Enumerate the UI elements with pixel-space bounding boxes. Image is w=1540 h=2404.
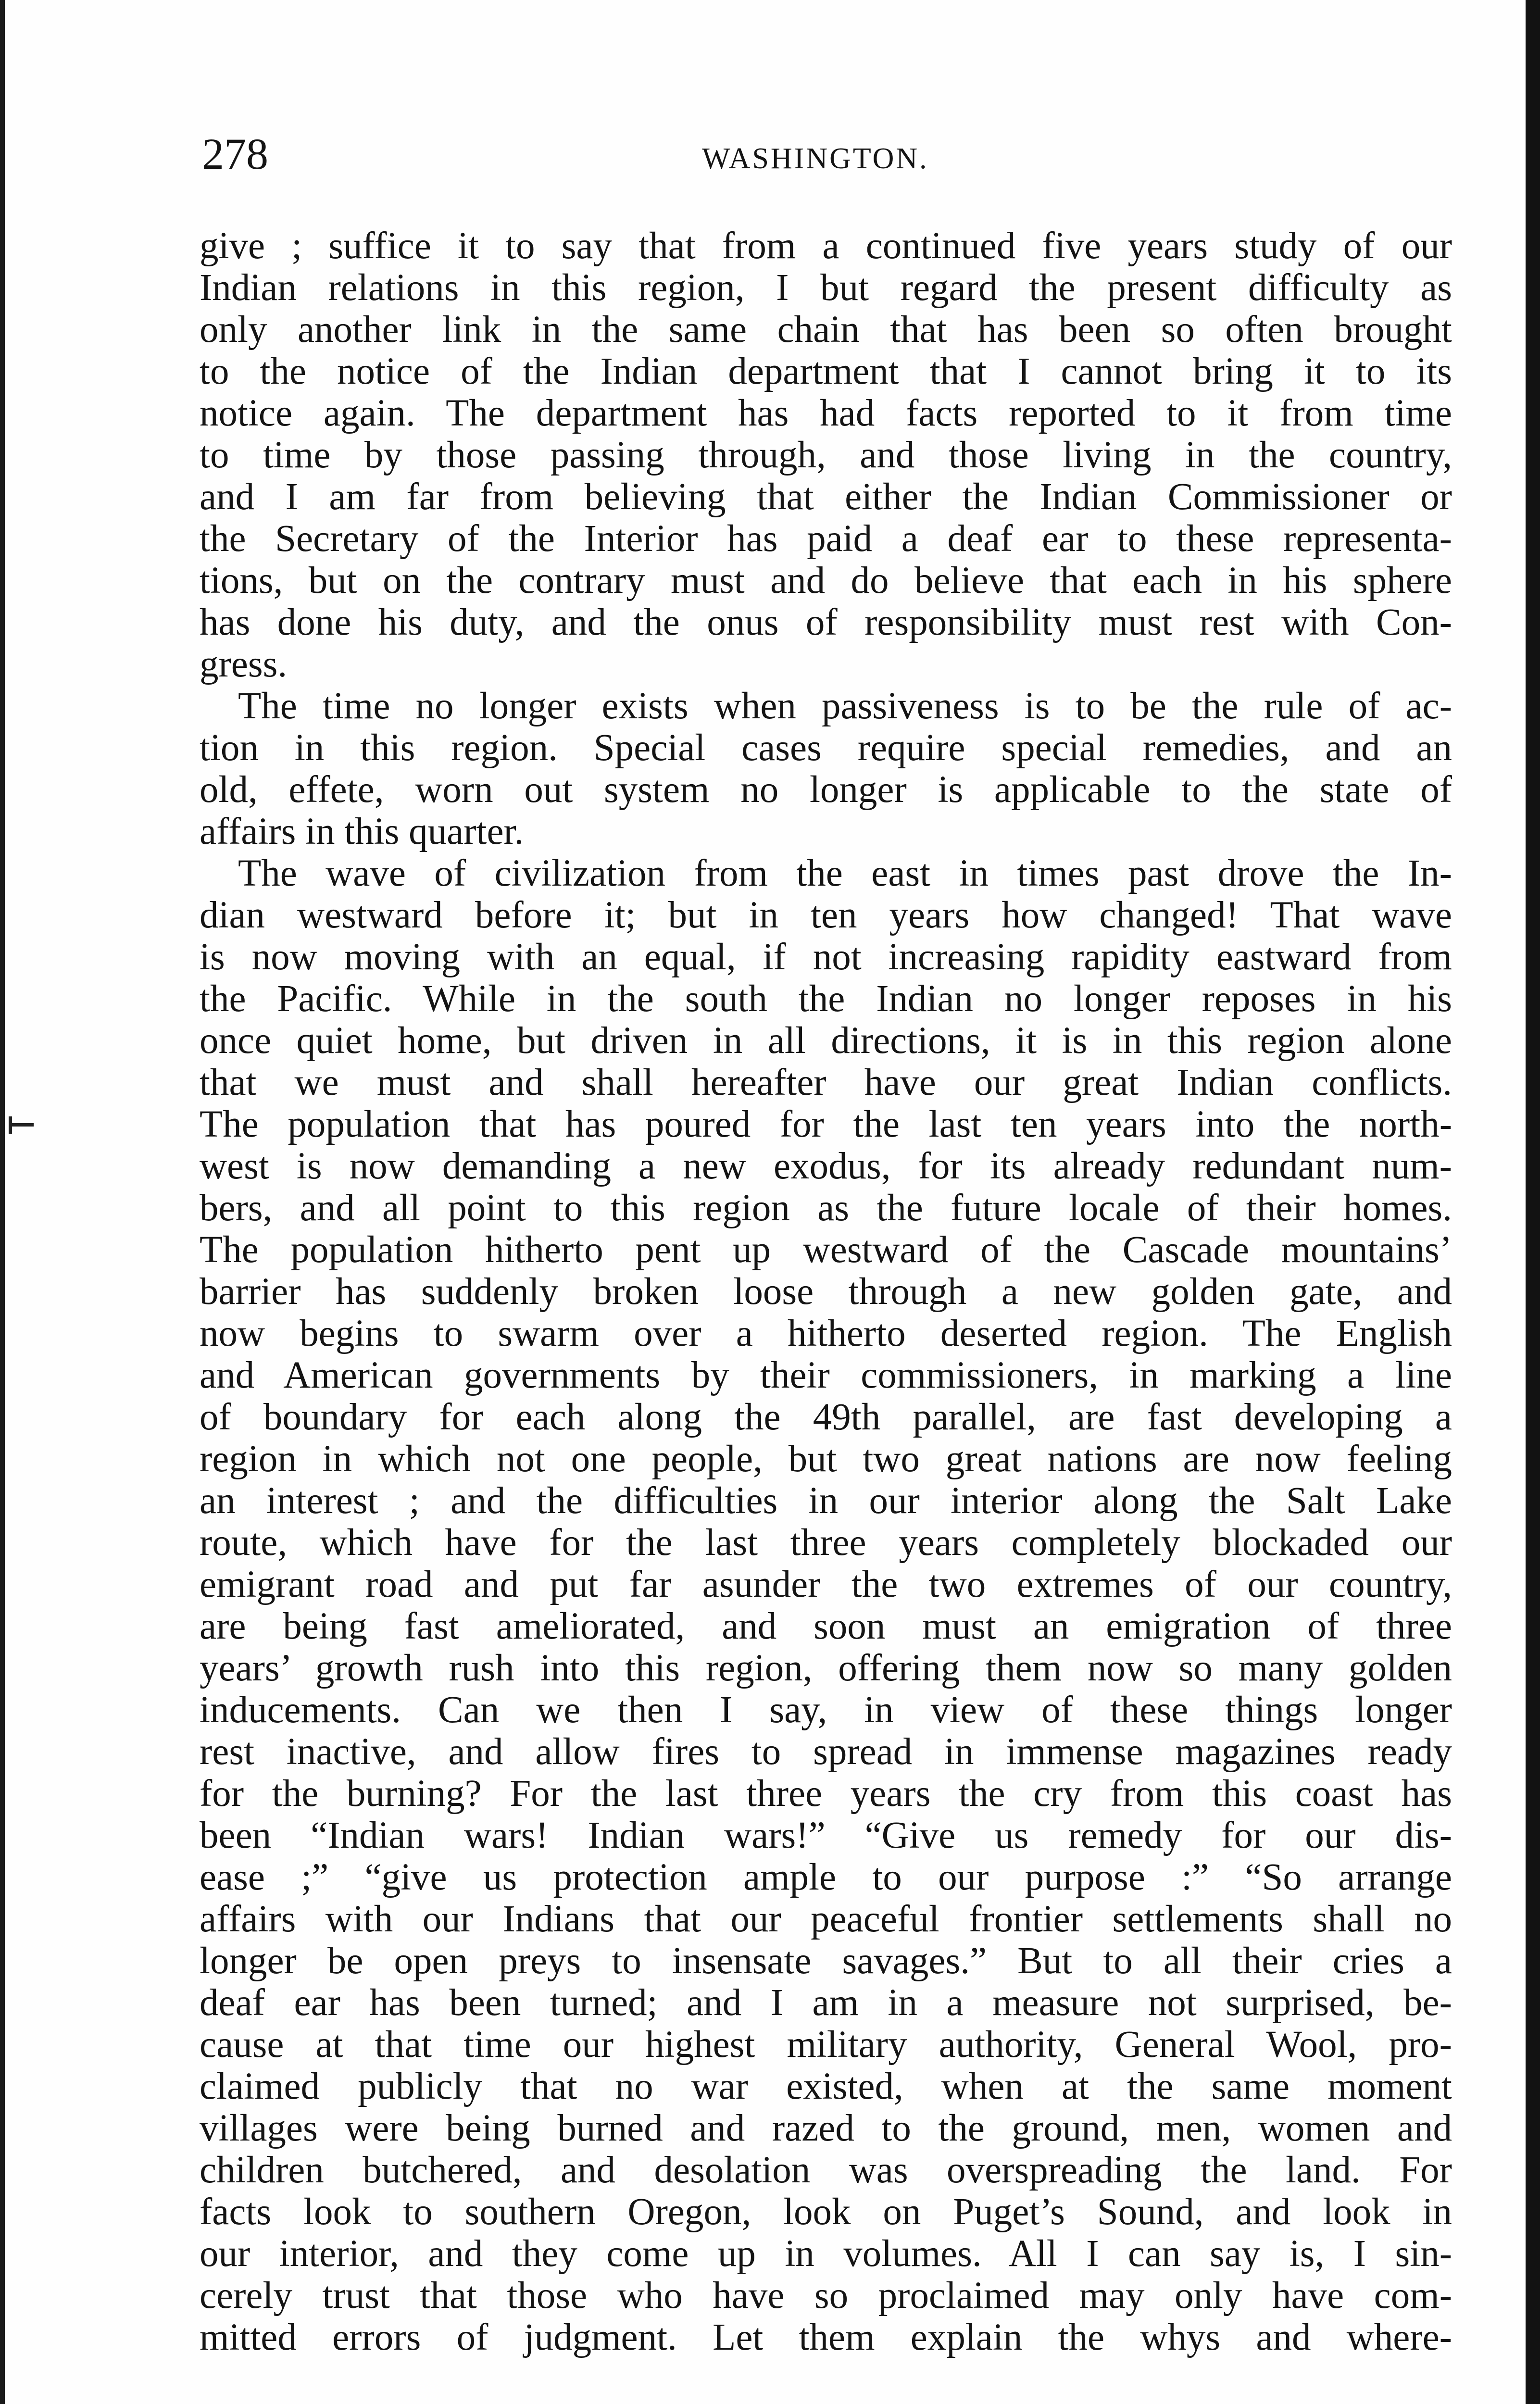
scan-right-edge	[1526, 0, 1540, 2404]
text-line: give ; suffice it to say that from a continued five years study of our	[200, 225, 1452, 267]
text-line: children butchered, and desolation was overspreading the land. For	[200, 2149, 1452, 2191]
text-line: The population hitherto pent up westward of the Cascade mountains’	[200, 1229, 1452, 1271]
text-line: The wave of civilization from the east in times past drove the In-	[238, 852, 1452, 894]
text-line: old, effete, worn out system no longer is applicable to the state of	[200, 769, 1452, 811]
text-line: region in which not one people, but two great nations are now feeling	[200, 1438, 1452, 1480]
text-line: tion in this region. Special cases require special remedies, and an	[200, 727, 1452, 769]
text-line: been “Indian wars! Indian wars!” “Give us remedy for our dis-	[200, 1815, 1452, 1856]
text-line: claimed publicly that no war existed, when at the same moment	[200, 2066, 1452, 2107]
text-line: facts look to southern Oregon, look on Puget’s Sound, and look in	[200, 2191, 1452, 2233]
text-line: ease ;” “give us protection ample to our purpose :” “So arrange	[200, 1856, 1452, 1898]
running-head: WASHINGTON.	[702, 142, 929, 175]
text-line: rest inactive, and allow fires to spread in immense magazines ready	[200, 1731, 1452, 1773]
margin-mark	[9, 1123, 34, 1127]
text-line: Indian relations in this region, I but regard the present difficulty as	[200, 267, 1452, 309]
scan-left-edge	[0, 0, 5, 2404]
body-text	[200, 225, 1452, 2358]
text-line: cause at that time our highest military authority, General Wool, pro-	[200, 2024, 1452, 2066]
text-line: that we must and shall hereafter have our great Indian conflicts.	[200, 1062, 1452, 1103]
text-line: west is now demanding a new exodus, for its already redundant num-	[200, 1145, 1452, 1187]
text-line: now begins to swarm over a hitherto deserted region. The English	[200, 1313, 1452, 1354]
text-line: dian westward before it; but in ten years how changed! That wave	[200, 894, 1452, 936]
text-line: The time no longer exists when passiveness is to be the rule of ac-	[238, 685, 1452, 727]
text-line: to the notice of the Indian department that I cannot bring it to its	[200, 351, 1452, 392]
text-line: and American governments by their commissioners, in marking a line	[200, 1354, 1452, 1396]
text-line: barrier has suddenly broken loose through a new golden gate, and	[200, 1271, 1452, 1313]
text-line: and I am far from believing that either the Indian Commissioner or	[200, 476, 1452, 518]
text-line: the Pacific. While in the south the Indian no longer reposes in his	[200, 978, 1452, 1020]
text-line: inducements. Can we then I say, in view of these things longer	[200, 1689, 1452, 1731]
text-line: deaf ear has been turned; and I am in a measure not surprised, be-	[200, 1982, 1452, 2024]
text-line: the Secretary of the Interior has paid a deaf ear to these representa-	[200, 518, 1452, 560]
text-line: gress.	[200, 643, 288, 685]
text-line: our interior, and they come up in volumes. All I can say is, I sin-	[200, 2233, 1452, 2275]
text-line: cerely trust that those who have so proclaimed may only have com-	[200, 2275, 1452, 2316]
text-line: of boundary for each along the 49th parallel, are fast developing a	[200, 1396, 1452, 1438]
text-line: villages were being burned and razed to the ground, men, women and	[200, 2107, 1452, 2149]
text-line: bers, and all point to this region as the future locale of their homes.	[200, 1187, 1452, 1229]
text-line: has done his duty, and the onus of responsibility must rest with Con-	[200, 601, 1452, 643]
text-line: only another link in the same chain that has been so often brought	[200, 309, 1452, 351]
text-line: years’ growth rush into this region, offering them now so many golden	[200, 1647, 1452, 1689]
text-line: tions, but on the contrary must and do believe that each in his sphere	[200, 560, 1452, 601]
text-line: emigrant road and put far asunder the two extremes of our country,	[200, 1564, 1452, 1605]
text-line: route, which have for the last three years completely blockaded our	[200, 1522, 1452, 1564]
text-line: is now moving with an equal, if not increasing rapidity eastward from	[200, 936, 1452, 978]
text-line: affairs in this quarter.	[200, 811, 524, 852]
text-line: longer be open preys to insensate savages.” But to all their cries a	[200, 1940, 1452, 1982]
text-line: once quiet home, but driven in all directions, it is in this region alone	[200, 1020, 1452, 1062]
text-line: are being fast ameliorated, and soon must an emigration of three	[200, 1605, 1452, 1647]
text-line: for the burning? For the last three years the cry from this coast has	[200, 1773, 1452, 1815]
text-line: to time by those passing through, and those living in the country,	[200, 434, 1452, 476]
text-line: The population that has poured for the last ten years into the north-	[200, 1103, 1452, 1145]
text-line: an interest ; and the difficulties in our interior along the Salt Lake	[200, 1480, 1452, 1522]
text-line: affairs with our Indians that our peaceful frontier settlements shall no	[200, 1898, 1452, 1940]
page-number: 278	[202, 129, 268, 178]
text-line: notice again. The department has had facts reported to it from time	[200, 392, 1452, 434]
text-line: mitted errors of judgment. Let them explain the whys and where-	[200, 2316, 1452, 2358]
